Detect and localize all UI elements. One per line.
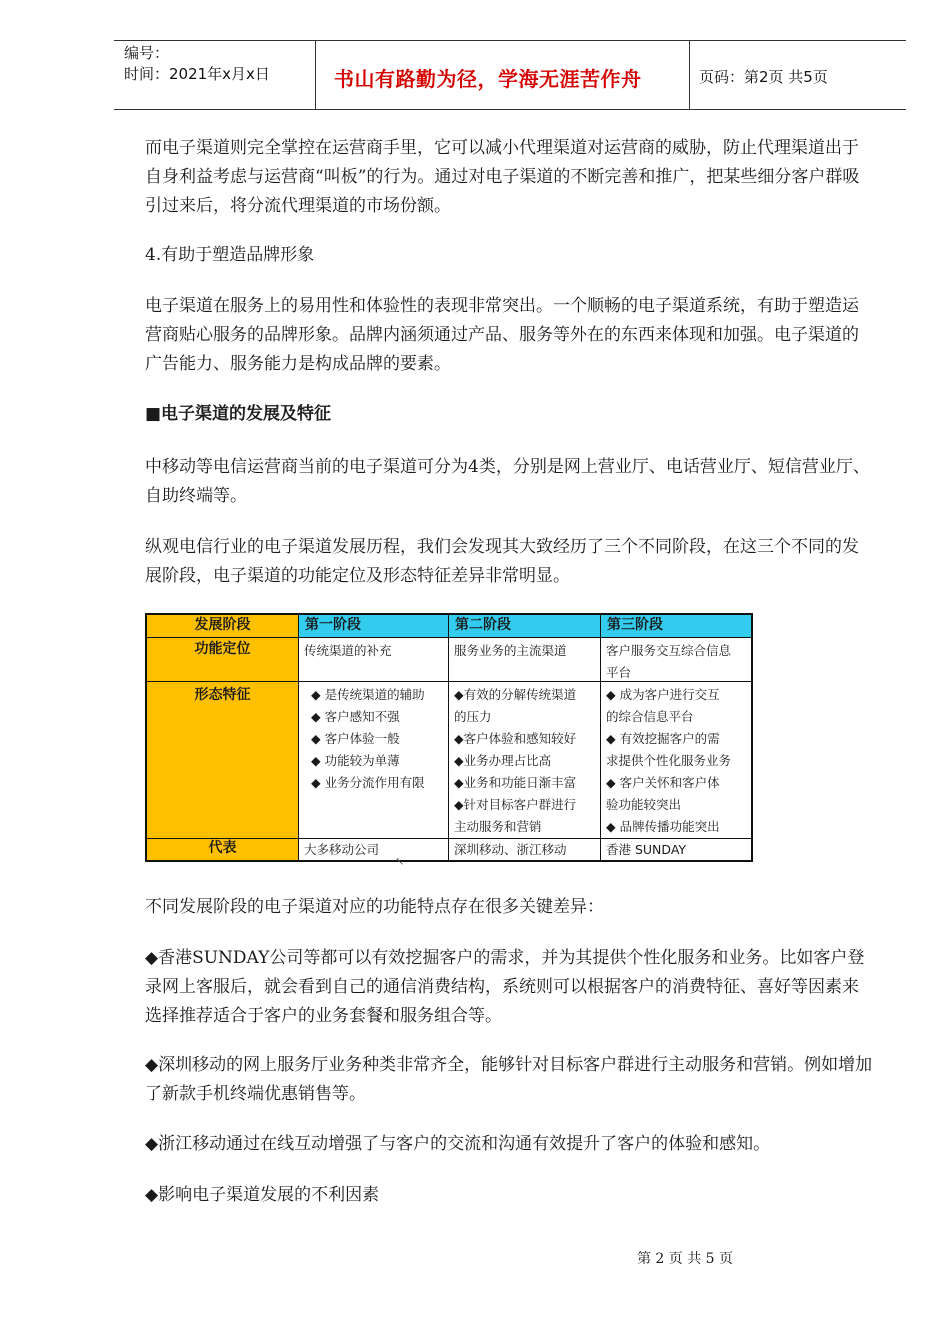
paragraph: 纵观电信行业的电子渠道发展历程，我们会发现其大致经历了三个不同阶段，在这三个不同的发展阶段，电子渠道的功能定位及形态特征差异非常明显。 (145, 537, 859, 586)
section-heading: ■电子渠道的发展及特征 (145, 404, 332, 424)
table-cell: 传统渠道的补充 (299, 638, 449, 682)
table-header-cell: 第一阶段 (299, 615, 449, 638)
table-cell (601, 638, 751, 682)
list-item: ◆ 业务分流作用有限 (311, 775, 425, 790)
header-page-number: 页码：第2页 共5页 (699, 68, 828, 86)
list-item: ◆有效的分解传统渠道 (454, 687, 577, 702)
table-cell (299, 682, 449, 839)
list-item: 主动服务和营销 (454, 819, 542, 834)
header-divider (689, 41, 690, 109)
table-cell: 大多移动公司 (299, 839, 449, 860)
row-label-representative: 代表 (147, 839, 299, 860)
table-header-cell: 第二阶段 (449, 615, 601, 638)
table-cell: 深圳移动、浙江移动 (449, 839, 601, 860)
list-item: ◆ 客户关怀和客户体 (606, 775, 720, 790)
table-header-cell: 第三阶段 (601, 615, 751, 638)
table-cell (449, 682, 601, 839)
page-footer (0, 1248, 950, 1268)
paragraph: 而电子渠道则完全掌控在运营商手里，它可以减小代理渠道对运营商的威胁，防止代理渠道出于自身利益考虑与运营商“叫板”的行为。通过对电子渠道的不断完善和推广，把某些细分客户群吸引过来后，将分流代理渠道的市场份额。 (145, 138, 860, 216)
table-cell (601, 682, 751, 839)
header-meta (124, 43, 270, 85)
list-item: ◆客户体验和感知较好 (454, 731, 577, 746)
list-item: ◆ 是传统渠道的辅助 (311, 687, 425, 702)
list-item: ◆ 品牌传播功能突出 (606, 819, 720, 834)
paragraph: ◆影响电子渠道发展的不利因素 (145, 1185, 380, 1205)
paragraph: 电子渠道在服务上的易用性和体验性的表现非常突出。一个顺畅的电子渠道系统，有助于塑造运营商贴心服务的品牌形象。品牌内涵须通过产品、服务等外在的东西来体现和加强。电子渠道的广告能力、服务能力是构成品牌的要素。 (145, 296, 859, 374)
table-cell: 香港 SUNDAY (606, 842, 687, 857)
subheading: 4.有助于塑造品牌形象 (145, 245, 315, 265)
header-motto: 书山有路勤为径，学海无涯苦作舟 (334, 67, 642, 91)
list-item: ◆业务和功能日渐丰富 (454, 775, 577, 790)
stage-table (145, 613, 753, 862)
cursor-mark: ↖ (395, 855, 405, 868)
list-item: ◆业务办理占比高 (454, 753, 552, 768)
list-item: 验功能较突出 (606, 797, 682, 812)
row-label-form: 形态特征 (147, 682, 299, 839)
list-item: ◆ 有效挖掘客户的需 (606, 731, 720, 746)
list-item: ◆针对目标客户群进行 (454, 797, 577, 812)
paragraph: 不同发展阶段的电子渠道对应的功能特点存在很多关键差异： (145, 897, 604, 917)
cell-line: 平台 (606, 665, 632, 680)
list-item: ◆ 客户感知不强 (311, 709, 400, 724)
table-cell: 服务业务的主流渠道 (449, 638, 601, 682)
paragraph: ◆深圳移动的网上服务厅业务种类非常齐全，能够针对目标客户群进行主动服务和营销。例如增加了新款手机终端优惠销售等。 (145, 1055, 873, 1104)
list-item: ◆ 成为客户进行交互 (606, 687, 720, 702)
list-item: 求提供个性化服务业务 (606, 753, 732, 768)
list-item: ◆ 功能较为单薄 (311, 753, 400, 768)
footer-page-number: 第 2 页 共 5 页 (636, 1251, 734, 1267)
table-header-cell: 发展阶段 (147, 615, 299, 638)
list-item: 的压力 (454, 709, 492, 724)
time-label: 时间：2021年x月x日 (124, 65, 270, 83)
cell-line: 客户服务交互综合信息 (606, 643, 732, 658)
header-divider (315, 41, 316, 109)
row-label-function: 功能定位 (147, 638, 299, 682)
paragraph: 中移动等电信运营商当前的电子渠道可分为4类，分别是网上营业厅、电话营业厅、短信营业厅、自助终端等。 (145, 457, 870, 506)
page-header (114, 40, 906, 110)
list-item: 的综合信息平台 (606, 709, 694, 724)
number-label: 编号： (124, 44, 170, 62)
list-item: ◆ 客户体验一般 (311, 731, 400, 746)
paragraph: ◆香港SUNDAY公司等都可以有效挖掘客户的需求，并为其提供个性化服务和业务。比如客户登录网上客服后，就会看到自己的通信消费结构，系统则可以根据客户的消费特征、喜好等因素来选择推荐适合于客户的业务套餐和服务组合等。 (145, 948, 865, 1026)
paragraph: ◆浙江移动通过在线互动增强了与客户的交流和沟通有效提升了客户的体验和感知。 (145, 1134, 771, 1154)
